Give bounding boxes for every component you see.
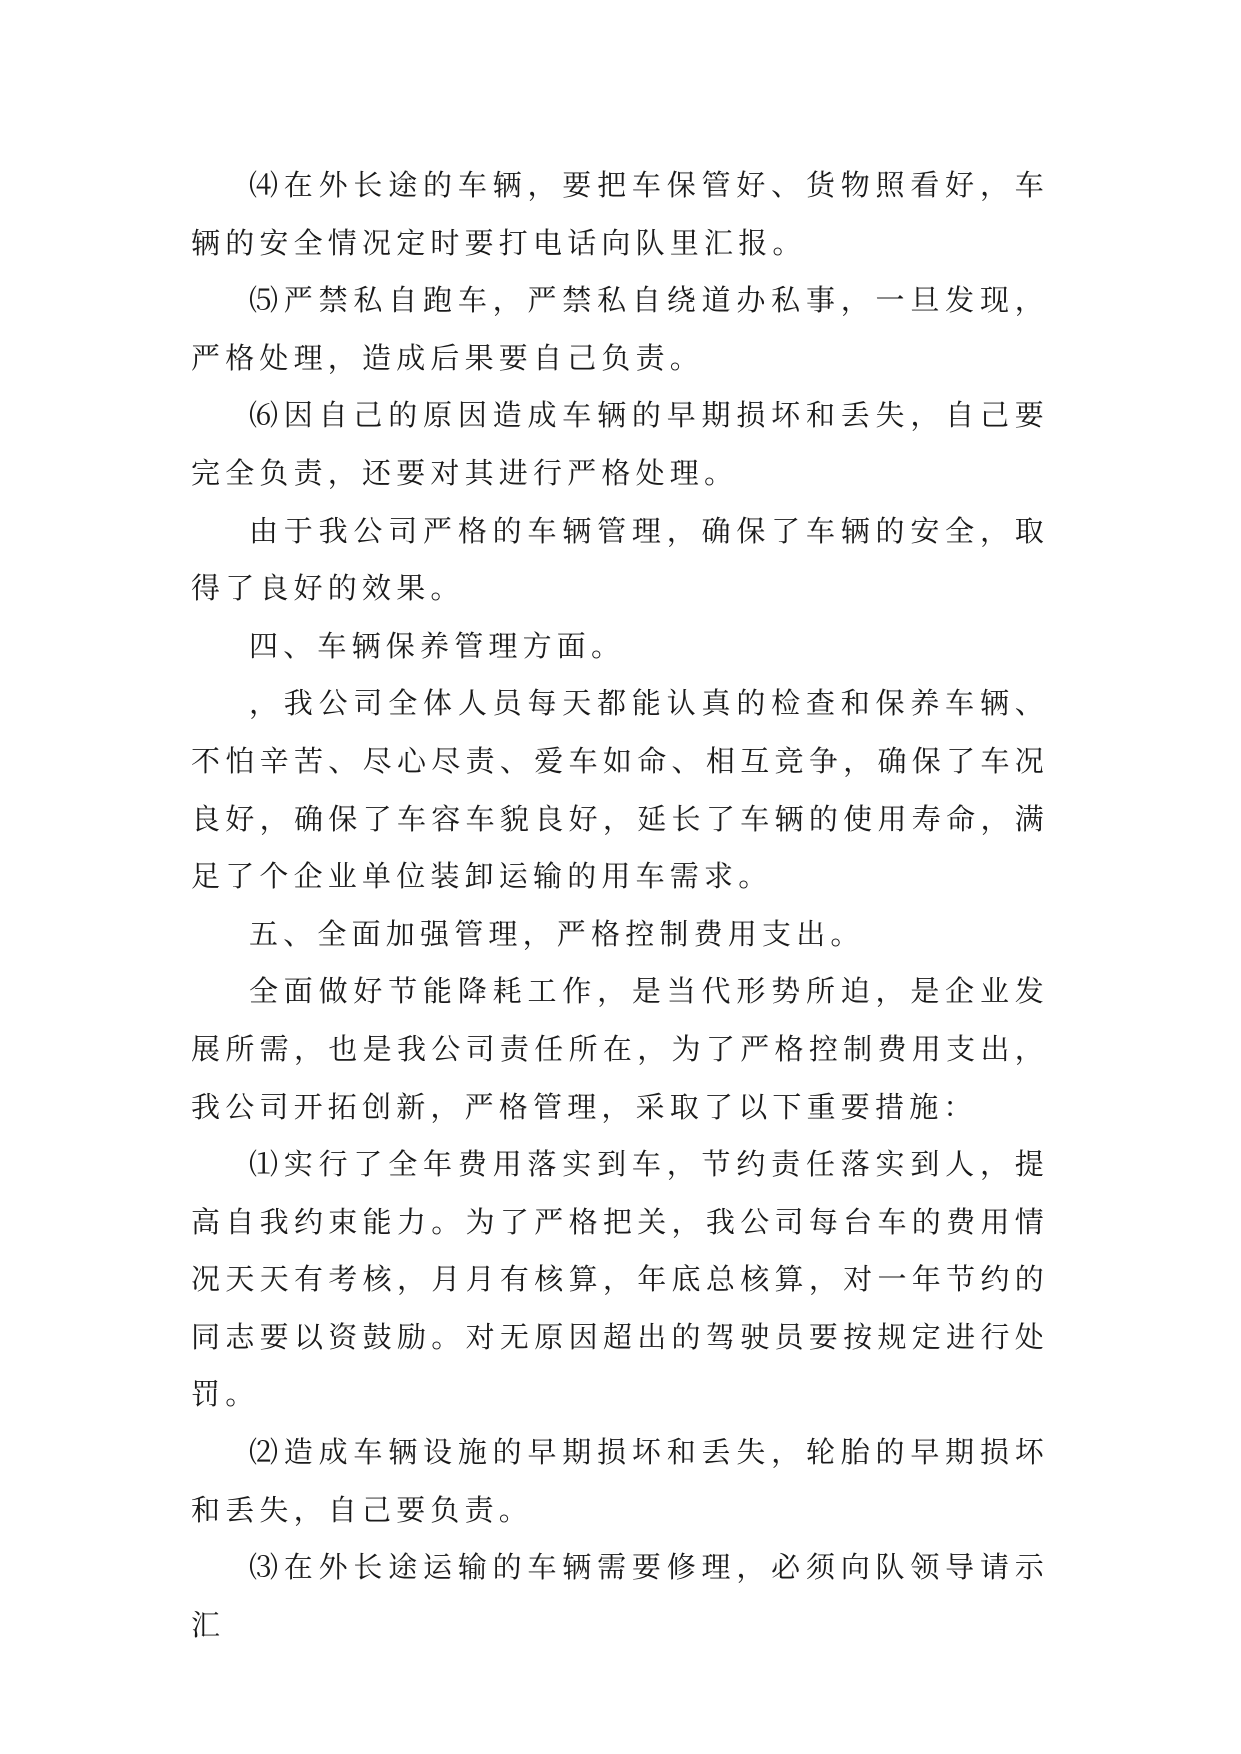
section-heading-5: 五、全面加强管理，严格控制费用支出。 [249, 916, 865, 951]
paragraph-measure-3: ⑶在外长途运输的车辆需要修理，必须向队领导请示汇 [191, 1550, 1049, 1642]
paragraph-measure-1: ⑴实行了全年费用落实到车，节约责任落实到人，提高自我约束能力。为了严格把关，我公司每台车的费用情况天天有考核，月月有核算，年底总核算，对一年节约的同志要以资鼓励。对无原因超出的驾驶员要按规定进行处罚。 [191, 1147, 1049, 1412]
paragraph-energy-saving: 全面做好节能降耗工作，是当代形势所迫，是企业发展所需，也是我公司责任所在，为了严格控制费用支出，我公司开拓创新，严格管理，采取了以下重要措施： [191, 974, 1049, 1124]
paragraph-item-4: ⑷在外长途的车辆，要把车保管好、货物照看好，车辆的安全情况定时要打电话向队里汇报。 [191, 168, 1049, 260]
paragraph-maintenance: ，我公司全体人员每天都能认真的检查和保养车辆、不怕辛苦、尽心尽责、爱车如命、相互竞争，确保了车况良好，确保了车容车貌良好，延长了车辆的使用寿命，满足了个企业单位装卸运输的用车需求。 [191, 686, 1049, 894]
paragraph-measure-2: ⑵造成车辆设施的早期损坏和丢失，轮胎的早期损坏和丢失，自己要负责。 [191, 1435, 1049, 1527]
section-heading-4: 四、车辆保养管理方面。 [249, 628, 626, 663]
paragraph-vehicle-management-result: 由于我公司严格的车辆管理，确保了车辆的安全，取得了良好的效果。 [191, 513, 1049, 606]
paragraph-item-5: ⑸严禁私自跑车，严禁私自绕道办私事，一旦发现，严格处理，造成后果要自己负责。 [191, 283, 1049, 375]
paragraph-item-6: ⑹因自己的原因造成车辆的早期损坏和丢失，自己要完全负责，还要对其进行严格处理。 [191, 398, 1049, 490]
document-page [191, 157, 1049, 1654]
